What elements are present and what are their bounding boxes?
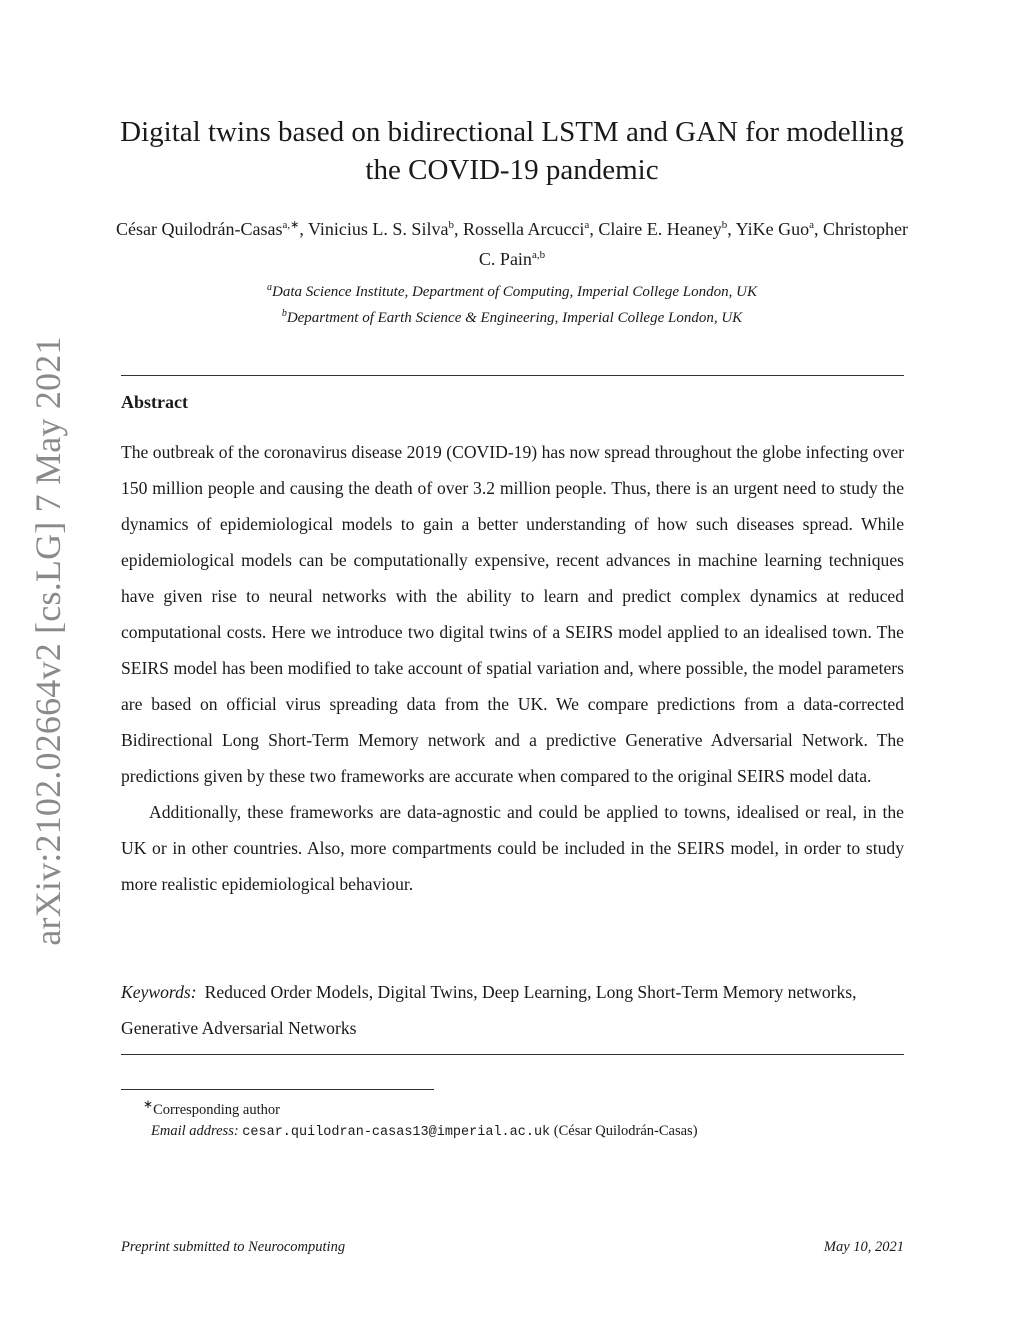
author: Christopher C. Pain xyxy=(478,219,908,269)
email-label: Email address: xyxy=(151,1122,239,1139)
corresponding-author-text: Corresponding author xyxy=(153,1101,280,1118)
abstract-body xyxy=(121,434,904,902)
abstract-top-rule xyxy=(121,375,904,376)
author-separator: , xyxy=(299,219,309,239)
email-owner: (César Quilodrán-Casas) xyxy=(553,1122,698,1139)
title-line-1: Digital twins based on bidirectional LSTM and GAN for modelling xyxy=(120,116,904,148)
author-separator: , xyxy=(453,219,463,239)
affiliation-text: Department of Earth Science & Engineering, Imperial College London, UK xyxy=(286,310,743,326)
title-line-2: the COVID-19 pandemic xyxy=(365,154,659,186)
author-separator: , xyxy=(589,219,599,239)
affiliation xyxy=(110,303,914,329)
keywords-label: Keywords: xyxy=(121,982,197,1002)
email-link[interactable]: cesar.quilodran-casas13@imperial.ac.uk xyxy=(242,1124,551,1140)
affiliation-text: Data Science Institute, Department of Computing, Imperial College London, UK xyxy=(272,284,757,300)
affiliation-mark: b xyxy=(281,308,287,319)
author-affiliation-mark: a,b xyxy=(531,249,546,261)
author-affiliation-mark: a,∗ xyxy=(282,219,300,231)
author: Rossella Arcucci xyxy=(462,219,585,239)
email-note xyxy=(121,1121,904,1143)
footer-journal: Preprint submitted to Neurocomputing xyxy=(121,1239,346,1255)
author-separator: , xyxy=(814,219,823,239)
affiliation-mark: a xyxy=(267,282,273,293)
footer-date: May 10, 2021 xyxy=(823,1239,904,1255)
author-separator: , xyxy=(727,219,736,239)
footnote-rule xyxy=(121,1089,434,1090)
abstract-heading: Abstract xyxy=(121,392,188,412)
abstract-paragraph: The outbreak of the coronavirus disease 2019 (COVID-19) has now spread throughout the globe infecting over 150 million people and causing the death of over 3.2 million people. Thus, there is an urgent need to study the dynamics of epidemiological models to gain a better understanding of how such diseases spread. While epidemiological models can be computationally expensive, recent advances in machine learning techniques have given rise to neural networks with the ability to learn and predict complex dynamics at reduced computational costs. Here we introduce two digital twins of a SEIRS model applied to an idealised town. The SEIRS model has been modified to take account of spatial variation and, where possible, the model parameters are based on official virus spreading data from the UK. We compare predictions from a data-corrected Bidirectional Long Short-Term Memory network and a predictive Generative Adversarial Network. The predictions given by these two frameworks are accurate when compared to the original SEIRS model data. xyxy=(121,442,904,786)
author: YiKe Guo xyxy=(735,219,810,239)
author: Vinicius L. S. Silva xyxy=(308,219,449,239)
abstract-bottom-rule xyxy=(121,1054,904,1055)
corresponding-author-note xyxy=(121,1094,904,1121)
author-affiliation-mark: a xyxy=(584,219,590,231)
arxiv-identifier-stamp: arXiv:2102.02664v2 [cs.LG] 7 May 2021 xyxy=(28,336,68,946)
keywords xyxy=(121,974,904,1046)
affiliation xyxy=(110,277,914,303)
author-list xyxy=(110,212,914,272)
abstract-paragraph: Additionally, these frameworks are data-agnostic and could be applied to towns, idealised or real, in the UK or in other countries. Also, more compartments could be included in the SEIRS model, in order to study more realistic epidemiological behaviour. xyxy=(121,802,904,894)
author: Claire E. Heaney xyxy=(598,219,722,239)
affiliation-list xyxy=(110,277,914,329)
paper-title xyxy=(110,113,914,189)
author: César Quilodrán-Casas xyxy=(116,219,283,239)
footnote-mark: ∗ xyxy=(143,1097,154,1111)
author-affiliation-mark: a xyxy=(809,219,814,231)
author-affiliation-mark: b xyxy=(721,219,728,231)
footnotes xyxy=(121,1094,904,1143)
author-affiliation-mark: b xyxy=(448,219,454,231)
keywords-text: Reduced Order Models, Digital Twins, Deep Learning, Long Short-Term Memory networks, Generative Adversarial Networks xyxy=(121,982,857,1038)
